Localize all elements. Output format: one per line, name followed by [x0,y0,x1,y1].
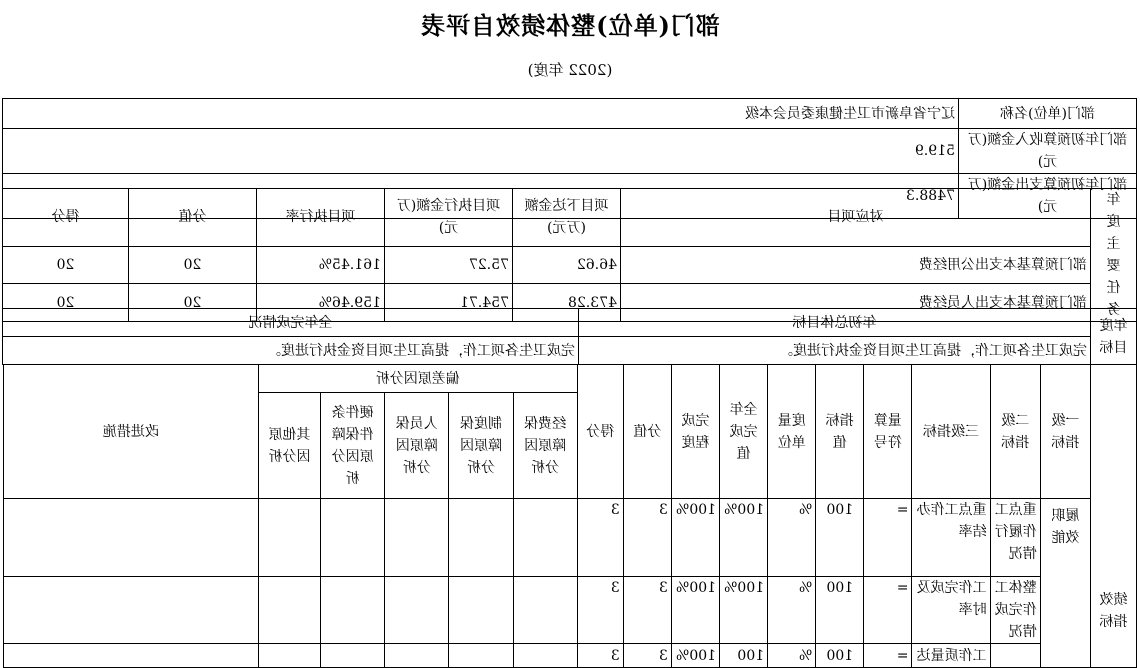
task-got: 20 [3,246,129,284]
ind-l2 [990,644,1040,668]
task-exec: 754.71 [385,284,513,322]
ind-degree: 100% [671,644,719,668]
ind-done: 100% [720,577,768,644]
tasks-header-got: 得分 [3,189,129,247]
task-rate: 159.46% [257,284,385,322]
ind-sym: = [864,499,912,577]
ind-unit: % [768,644,816,668]
tasks-header-exec: 项目执行金额(万元) [385,189,513,247]
dept-value: 辽宁省阜新市卫生健康委员会本级 [3,99,959,129]
goals-left-header: 年初总体目标 [579,309,1091,337]
page-title: 部门(单位)整体绩效自评表 [420,11,720,40]
ind-val: 100 [816,644,864,668]
task-rate: 161.45% [257,246,385,284]
ind-l3: 工作质量达 [912,644,990,668]
improve-header: 改进措施 [4,365,259,499]
ind-header-l2: 二级指标 [990,365,1040,499]
ind-l3: 工作完成及时率 [912,577,990,644]
tasks-side-label: 年度主要任务 [1091,189,1137,322]
tasks-header-score: 分值 [129,189,257,247]
expense-value: 7488.3 [3,174,959,219]
tasks-header-project: 对应项目 [621,189,1091,247]
task-project: 部门预算基本支出公用经费 [621,246,1091,284]
ind-got: 3 [577,644,623,668]
task-score: 20 [129,284,257,322]
indicators-side-label: 绩效指标 [1090,365,1136,668]
ind-header-sym: 量算符号 [864,365,912,499]
ind-got: 3 [577,499,623,577]
deviation-col-other: 其他原因分析 [258,393,320,499]
ind-l2: 重点工作履行情况 [990,499,1040,577]
ind-sym: = [864,577,912,644]
ind-header-score: 分值 [623,365,671,499]
ind-score: 3 [623,644,671,668]
dept-label: 部门(单位)名称 [959,99,1137,129]
expense-label: 部门年初预算支出金额(万元) [959,174,1137,219]
ind-degree: 100% [671,577,719,644]
task-budget: 46.62 [513,246,621,284]
ind-unit: % [768,499,816,577]
page-subtitle: (2022 年度) [527,61,613,79]
task-got: 20 [3,284,129,322]
table-row [4,644,1137,668]
task-budget: 473.28 [513,284,621,322]
ind-header-l1: 一级指标 [1040,365,1090,499]
ind-got: 3 [577,577,623,644]
indicators-table [3,364,1137,668]
deviation-col-system: 制度保障原因分析 [449,393,513,499]
ind-header-unit: 度量单位 [768,365,816,499]
ind-header-degree: 完成程度 [671,365,719,499]
ind-degree: 100% [671,499,719,577]
goals-side-label: 年度目标 [1091,309,1137,365]
goals-right-text: 完成卫生各项工作，提高卫生项目资金执行进度。 [3,337,579,365]
ind-l3: 重点工作办结率 [912,499,990,577]
goals-table [2,308,1137,365]
deviation-col-hardware: 硬件条件保障原因分析 [321,393,385,499]
tasks-table [2,188,1137,322]
ind-l2: 整体工作完成情况 [990,577,1040,644]
ind-score: 3 [623,499,671,577]
deviation-col-funds: 经费保障原因分析 [513,393,577,499]
ind-level1: 履职效能 [1040,499,1090,668]
ind-header-got: 得分 [577,365,623,499]
deviation-col-staff: 人员保障原因分析 [385,393,449,499]
goals-right-header: 全年完成情况 [3,309,579,337]
table-row [3,246,1137,284]
task-score: 20 [129,246,257,284]
ind-header-done: 全年完成值 [720,365,768,499]
income-label: 部门年初预算收入金额(万元) [959,129,1137,174]
ind-done: 100% [720,499,768,577]
tasks-header-rate: 项目执行率 [257,189,385,247]
ind-val: 100 [816,577,864,644]
ind-header-l3: 三级指标 [912,365,990,499]
ind-sym: = [864,644,912,668]
table-row [4,577,1137,644]
ind-header-val: 指标值 [816,365,864,499]
goals-left-text: 完成卫生各项工作，提高卫生项目资金执行进度。 [579,337,1091,365]
tasks-header-budget: 项目下达金额(万元) [513,189,621,247]
ind-score: 3 [623,577,671,644]
task-exec: 75.27 [385,246,513,284]
ind-unit: % [768,577,816,644]
income-value: 519.9 [3,129,959,174]
deviation-header: 偏差原因分析 [258,365,577,393]
ind-val: 100 [816,499,864,577]
table-row [4,499,1137,577]
ind-done: 100 [720,644,768,668]
task-project: 部门预算基本支出人员经费 [621,284,1091,322]
